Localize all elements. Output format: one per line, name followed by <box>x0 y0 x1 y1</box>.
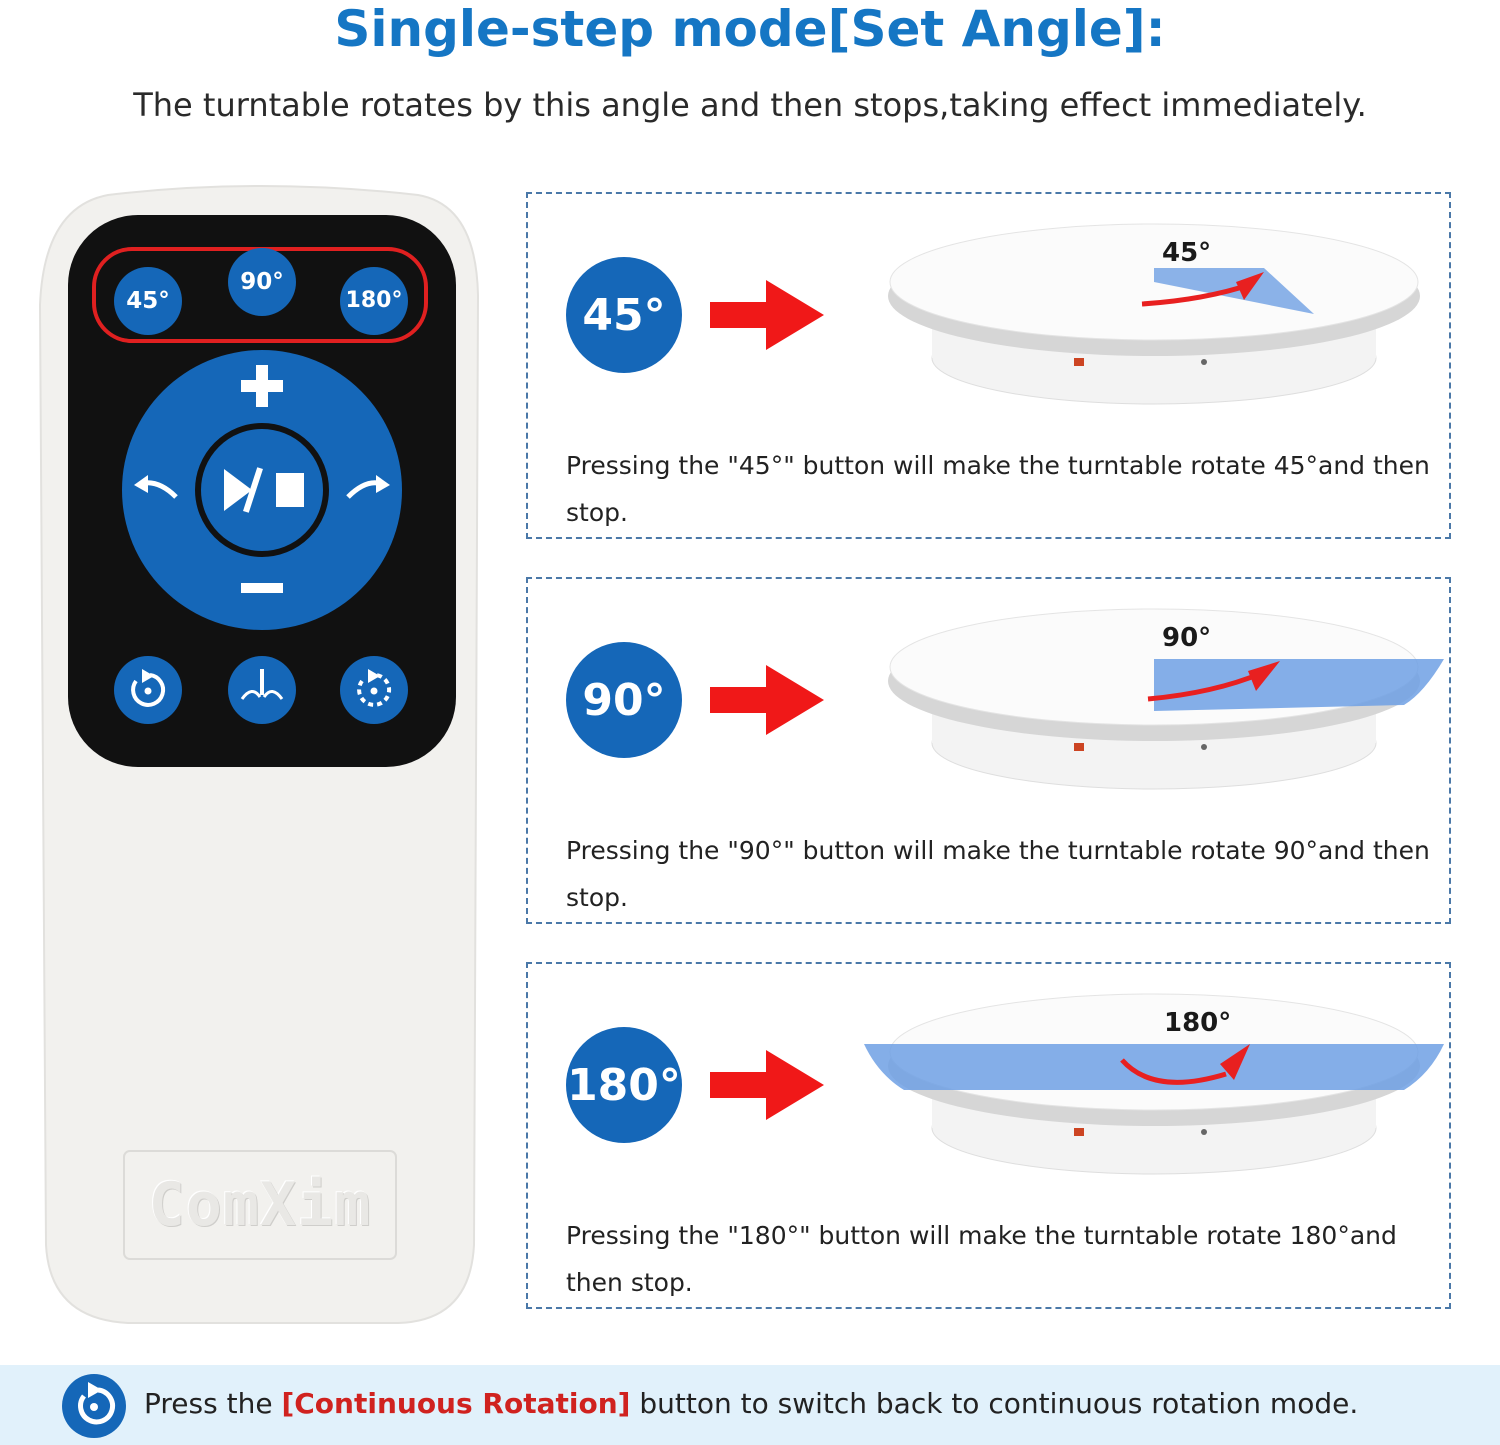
angle-card-90 <box>526 577 1451 924</box>
turntable-angle-label: 90° <box>1162 623 1212 653</box>
turntable-angle-label: 45° <box>1162 238 1212 268</box>
angle-badge: 90° <box>566 642 682 758</box>
footer-highlight: [Continuous Rotation] <box>281 1387 631 1420</box>
remote-90-button <box>228 248 296 316</box>
footer-text <box>144 1387 1358 1420</box>
turntable-image <box>864 593 1444 793</box>
remote-45-label: 45° <box>126 288 170 314</box>
card-description: Pressing the "45°" button will make the turntable rotate 45°and then stop. <box>566 451 1430 527</box>
angle-badge: 180° <box>566 1027 682 1143</box>
right-arrow-icon <box>708 280 828 350</box>
card-description: Pressing the "180°" button will make the turntable rotate 180°and then stop. <box>566 1221 1397 1297</box>
turntable-angle-label: 180° <box>1164 1008 1232 1038</box>
remote-45-button <box>114 267 182 335</box>
remote-180-button <box>340 267 408 335</box>
right-arrow-icon <box>708 1050 828 1120</box>
footer-prefix: Press the <box>144 1387 282 1420</box>
remote-90-label: 90° <box>240 269 284 295</box>
right-arrow-icon <box>708 665 828 735</box>
brand-logo: ComXim <box>148 1170 372 1240</box>
angle-card-45 <box>526 192 1451 539</box>
turntable-image <box>864 978 1444 1178</box>
continuous-rotation-icon <box>62 1374 126 1438</box>
card-description: Pressing the "90°" button will make the turntable rotate 90°and then stop. <box>566 836 1430 912</box>
remote-control <box>38 185 480 1325</box>
turntable-image <box>864 208 1444 408</box>
angle-badge: 45° <box>566 257 682 373</box>
footer-banner <box>0 1365 1500 1445</box>
footer-suffix: button to switch back to continuous rotation mode. <box>630 1387 1359 1420</box>
page-title: Single-step mode[Set Angle]: <box>334 0 1166 58</box>
remote-180-label: 180° <box>345 288 403 313</box>
angle-card-180 <box>526 962 1451 1309</box>
page-subtitle: The turntable rotates by this angle and then stops,taking effect immediately. <box>133 86 1367 124</box>
